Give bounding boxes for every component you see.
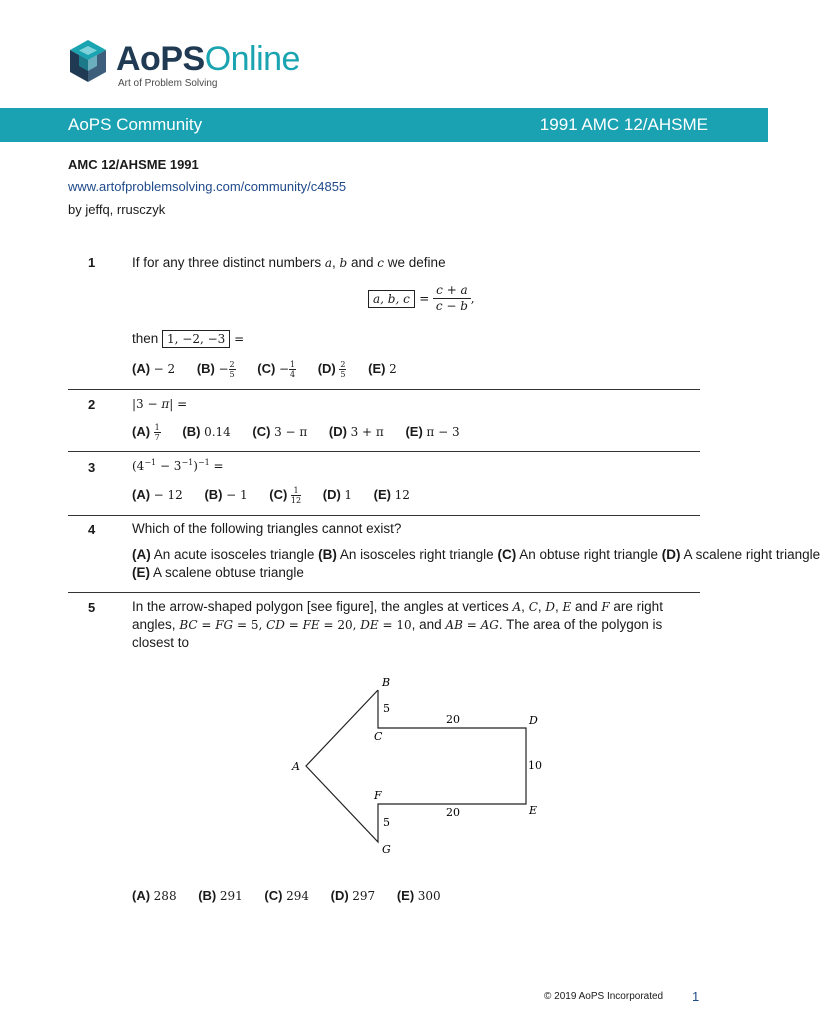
length-label: 5	[383, 816, 390, 829]
aops-logo[interactable]	[68, 38, 328, 94]
problem-2-question: |3 − π| =	[132, 397, 188, 411]
answer-choice[interactable]: (A) An acute isosceles triangle	[132, 547, 319, 562]
logo-name-online: Online	[204, 40, 300, 78]
problem-1-then: then	[132, 331, 159, 346]
problem-4-answers-line1	[132, 547, 820, 562]
answer-choice[interactable]: (A) 288	[132, 888, 177, 903]
answer-choice[interactable]: (D) 297	[330, 888, 376, 903]
problem-1-definition: a, b, c = $\frac{c + a}{c - b}$,	[368, 283, 475, 314]
arrow-polygon-figure	[280, 672, 560, 864]
problem-number: 2	[88, 397, 96, 412]
answer-choice[interactable]: (B) − $\frac{2}{5}$	[196, 360, 235, 379]
answer-choice[interactable]: (B) − 1	[204, 486, 248, 502]
answer-choice[interactable]: (D) $\frac{2}{5}$	[317, 360, 346, 379]
answer-choice[interactable]: (E) 2	[368, 360, 397, 376]
answer-choice[interactable]: (E) 12	[373, 486, 410, 502]
answer-choice[interactable]: (E) π − 3	[405, 423, 460, 439]
logo-name: AoPS	[116, 40, 205, 78]
logo-wordmark	[116, 40, 300, 79]
contest-name: 1991 AMC 12/AHSME	[539, 115, 708, 134]
problem-number: 1	[88, 255, 96, 270]
answer-choice[interactable]: (D) A scalene right triangle	[661, 547, 820, 562]
problem-5-line3: closest to	[132, 635, 190, 650]
logo-tagline: Art of Problem Solving	[118, 78, 218, 89]
vertex-label: D	[529, 714, 538, 727]
answer-choice[interactable]: (C) 294	[264, 888, 309, 903]
problem-3-question: $(4^{-1} - 3^{-1})^{-1}$ =	[132, 458, 224, 473]
answer-choice[interactable]: (D) 1	[322, 486, 353, 502]
answer-choice[interactable]: (A) − 12	[132, 486, 183, 502]
problem-5-line1: In the arrow-shaped polygon [see figure], the angles at vertices A, C, D, E and F are right	[132, 599, 663, 614]
answer-choice[interactable]: (B) 0.14	[182, 423, 231, 439]
answer-choice[interactable]: (C) − $\frac{1}{4}$	[257, 360, 296, 379]
copyright: © 2019 AoPS Incorporated	[544, 991, 664, 1002]
length-label: 10	[528, 759, 542, 772]
aops-cube-icon	[68, 38, 108, 84]
answer-choice[interactable]: (D) 3 + π	[328, 423, 384, 439]
vertex-label: A	[292, 760, 300, 773]
problem-4-question: Which of the following triangles cannot exist?	[132, 521, 402, 536]
length-label: 20	[446, 806, 460, 819]
vertex-label: F	[374, 789, 382, 802]
contest-url-link[interactable]: www.artofproblemsolving.com/community/c4855	[68, 179, 347, 194]
divider	[68, 389, 700, 390]
divider	[68, 451, 700, 452]
community-link[interactable]: AoPS Community	[68, 115, 203, 134]
header-banner	[0, 108, 768, 142]
length-label: 5	[383, 702, 390, 715]
problem-1-intro-end: we define	[387, 255, 446, 270]
divider	[68, 592, 700, 593]
problem-3-answers	[132, 486, 428, 505]
contest-title: AMC 12/AHSME 1991	[68, 157, 199, 172]
vertex-label: G	[382, 843, 391, 856]
problem-1-intro-text: If for any three distinct numbers	[132, 255, 322, 270]
problem-number: 4	[88, 522, 96, 537]
problem-5-line2: angles, BC = FG = 5, CD = FE = 20, DE = 10, and AB = AG. The area of the polygon is	[132, 617, 663, 632]
problem-5-answers	[132, 888, 459, 903]
problem-4-answers-line2	[132, 565, 304, 580]
divider	[68, 515, 700, 516]
vertex-label: E	[529, 804, 538, 817]
length-label: 20	[446, 713, 460, 726]
problem-number: 5	[88, 600, 96, 615]
answer-choice[interactable]: (C) 3 − π	[252, 423, 308, 439]
page-number: 1	[692, 989, 700, 1004]
answer-choice[interactable]: (A) − 2	[132, 360, 176, 376]
vertex-label: C	[374, 730, 383, 743]
answer-choice[interactable]: (B) 291	[198, 888, 243, 903]
problem-1-answers	[132, 360, 415, 379]
vertex-label: B	[382, 676, 391, 689]
contest-authors: by jeffq, rrusczyk	[68, 202, 166, 217]
answer-choice[interactable]: (E) A scalene obtuse triangle	[132, 565, 304, 580]
problem-1-intro: If for any three distinct numbers a, b and c we define	[132, 255, 446, 270]
answer-choice[interactable]: (A) $\frac{1}{7}$	[132, 423, 160, 442]
answer-choice[interactable]: (B) An isosceles right triangle	[318, 547, 498, 562]
problem-number: 3	[88, 460, 96, 475]
problem-1-question: then 1, −2, −3 =	[132, 331, 245, 346]
answer-choice[interactable]: (C) An obtuse right triangle	[497, 547, 662, 562]
answer-choice[interactable]: (E) 300	[396, 888, 441, 903]
answer-choice[interactable]: (C) $\frac{1}{12}$	[269, 486, 302, 505]
problem-2-answers	[132, 423, 478, 442]
problem-1-intro-and: and	[350, 255, 374, 270]
